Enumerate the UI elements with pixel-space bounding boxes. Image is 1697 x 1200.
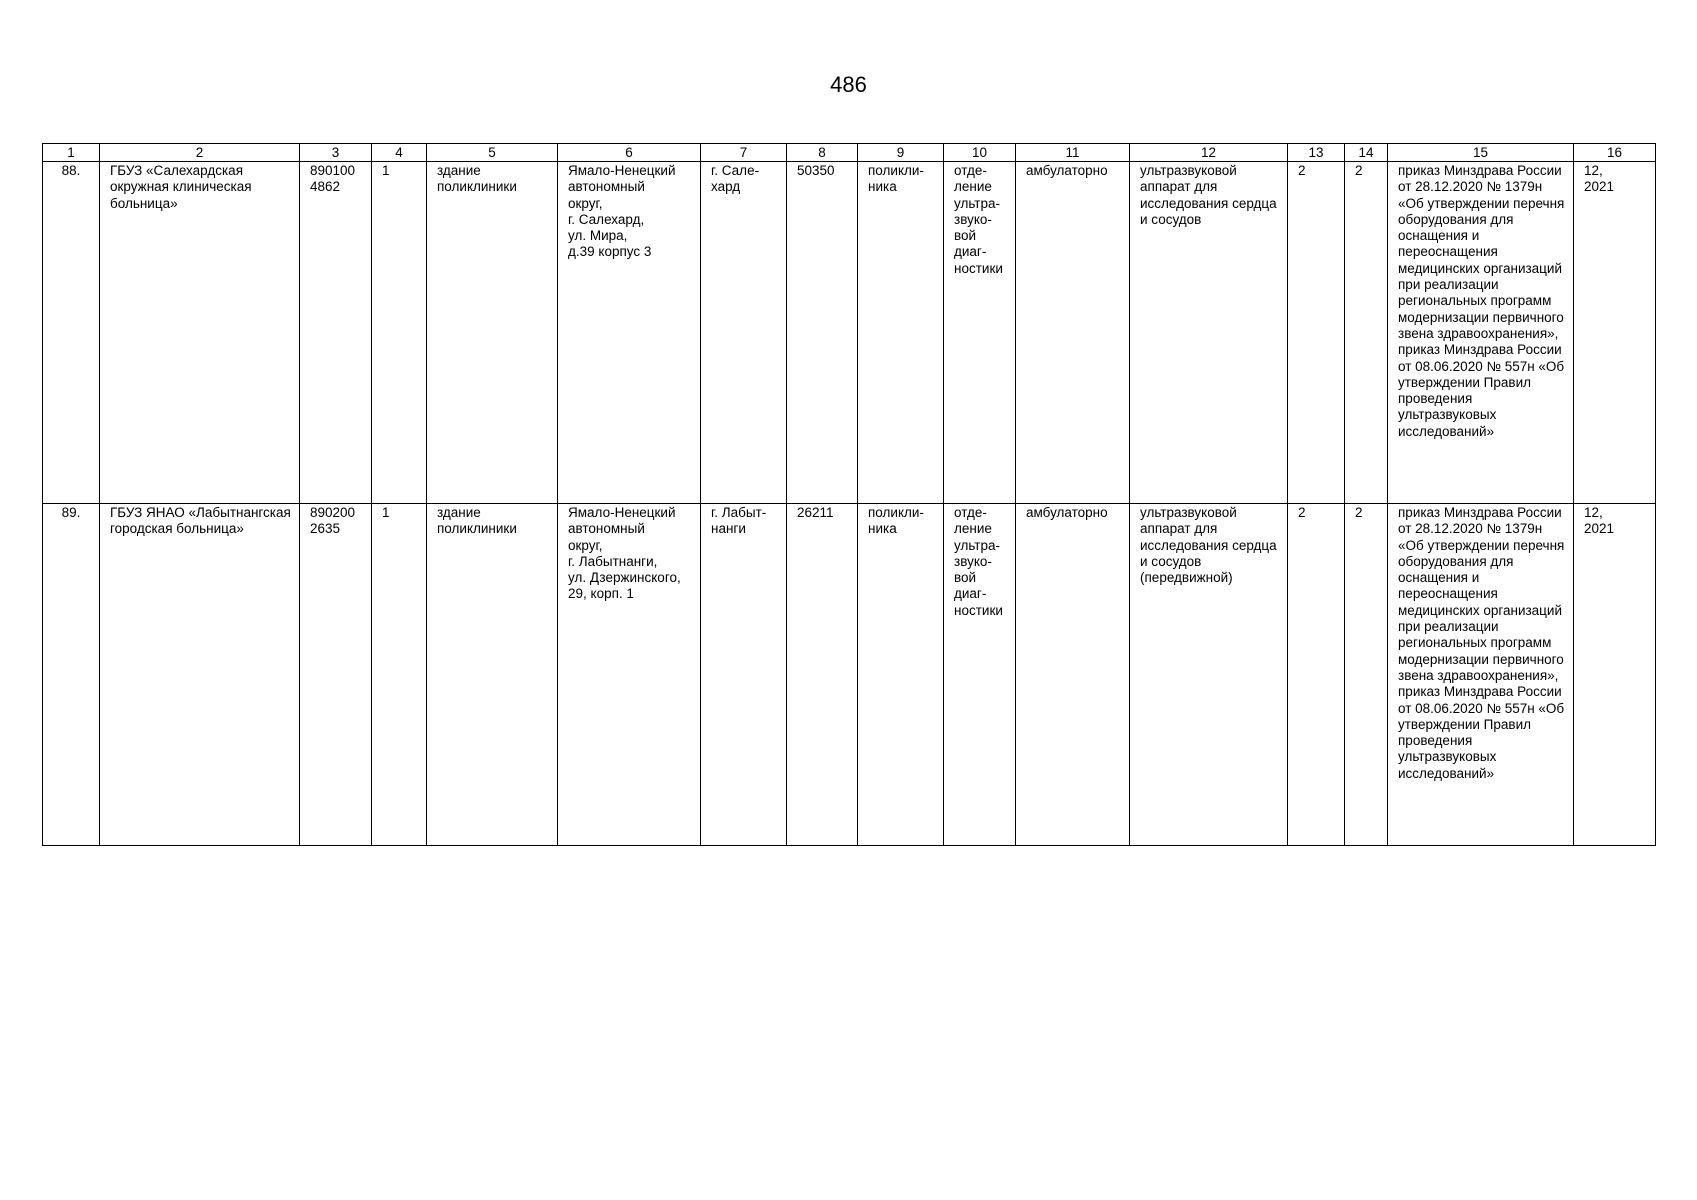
quantity-b: 2 (1345, 162, 1388, 504)
delivery-period: 12, 2021 (1574, 162, 1656, 504)
care-conditions: амбулаторно (1016, 504, 1130, 846)
delivery-period: 12, 2021 (1574, 504, 1656, 846)
organization-code: 890100 4862 (300, 162, 372, 504)
column-header: 11 (1016, 144, 1130, 162)
column-header: 6 (558, 144, 701, 162)
building-count: 1 (372, 504, 427, 846)
column-header: 9 (858, 144, 944, 162)
page-number: 486 (830, 72, 867, 97)
equipment-name: ультразвуковой аппарат для исследования сердца и сосудов (передвижной) (1130, 504, 1288, 846)
column-header: 8 (787, 144, 858, 162)
column-header: 16 (1574, 144, 1656, 162)
column-header: 10 (944, 144, 1016, 162)
address: Ямало-Ненецкий автономный округ, г. Салехард, ул. Мира, д.39 корпус 3 (558, 162, 701, 504)
column-header: 4 (372, 144, 427, 162)
building-type: здание поликлиники (427, 504, 558, 846)
department: отде- ление ультра- звуко- вой диаг- ностики (944, 504, 1016, 846)
column-header: 15 (1388, 144, 1574, 162)
column-header: 7 (701, 144, 787, 162)
locality: г. Сале- хард (701, 162, 787, 504)
legal-basis: приказ Минздрава России от 28.12.2020 № 1379н «Об утверждении перечня оборудования для оснащения и переоснащения медицинских организаций при реализации региональных программ модернизации первичного звена здравоохранения», приказ Минздрава России от 08.06.2020 № 557н «Об утверждении Правил проведения ультразвуковых исследований» (1388, 162, 1574, 504)
organization-name: ГБУЗ «Салехардская окружная клиническая больница» (100, 162, 300, 504)
unit-type: поликли- ника (858, 504, 944, 846)
department: отде- ление ультра- звуко- вой диаг- ностики (944, 162, 1016, 504)
population-value: 50350 (787, 162, 858, 504)
equipment-register-table (42, 143, 1656, 846)
population-value: 26211 (787, 504, 858, 846)
row-number: 88. (43, 162, 100, 504)
column-header: 13 (1288, 144, 1345, 162)
care-conditions: амбулаторно (1016, 162, 1130, 504)
building-type: здание поликлиники (427, 162, 558, 504)
quantity-a: 2 (1288, 504, 1345, 846)
quantity-b: 2 (1345, 504, 1388, 846)
building-count: 1 (372, 162, 427, 504)
quantity-a: 2 (1288, 162, 1345, 504)
organization-code: 890200 2635 (300, 504, 372, 846)
column-header: 1 (43, 144, 100, 162)
table-row (43, 162, 1656, 504)
column-header: 2 (100, 144, 300, 162)
column-header: 14 (1345, 144, 1388, 162)
organization-name: ГБУЗ ЯНАО «Лабытнангская городская больница» (100, 504, 300, 846)
column-header: 3 (300, 144, 372, 162)
column-header: 5 (427, 144, 558, 162)
locality: г. Лабыт- нанги (701, 504, 787, 846)
column-number-row (43, 144, 1656, 162)
column-header: 12 (1130, 144, 1288, 162)
equipment-name: ультразвуковой аппарат для исследования сердца и сосудов (1130, 162, 1288, 504)
unit-type: поликли- ника (858, 162, 944, 504)
table-row (43, 504, 1656, 846)
address: Ямало-Ненецкий автономный округ, г. Лабытнанги, ул. Дзержинского, 29, корп. 1 (558, 504, 701, 846)
row-number: 89. (43, 504, 100, 846)
legal-basis: приказ Минздрава России от 28.12.2020 № 1379н «Об утверждении перечня оборудования для оснащения и переоснащения медицинских организаций при реализации региональных программ модернизации первичного звена здравоохранения», приказ Минздрава России от 08.06.2020 № 557н «Об утверждении Правил проведения ультразвуковых исследований» (1388, 504, 1574, 846)
